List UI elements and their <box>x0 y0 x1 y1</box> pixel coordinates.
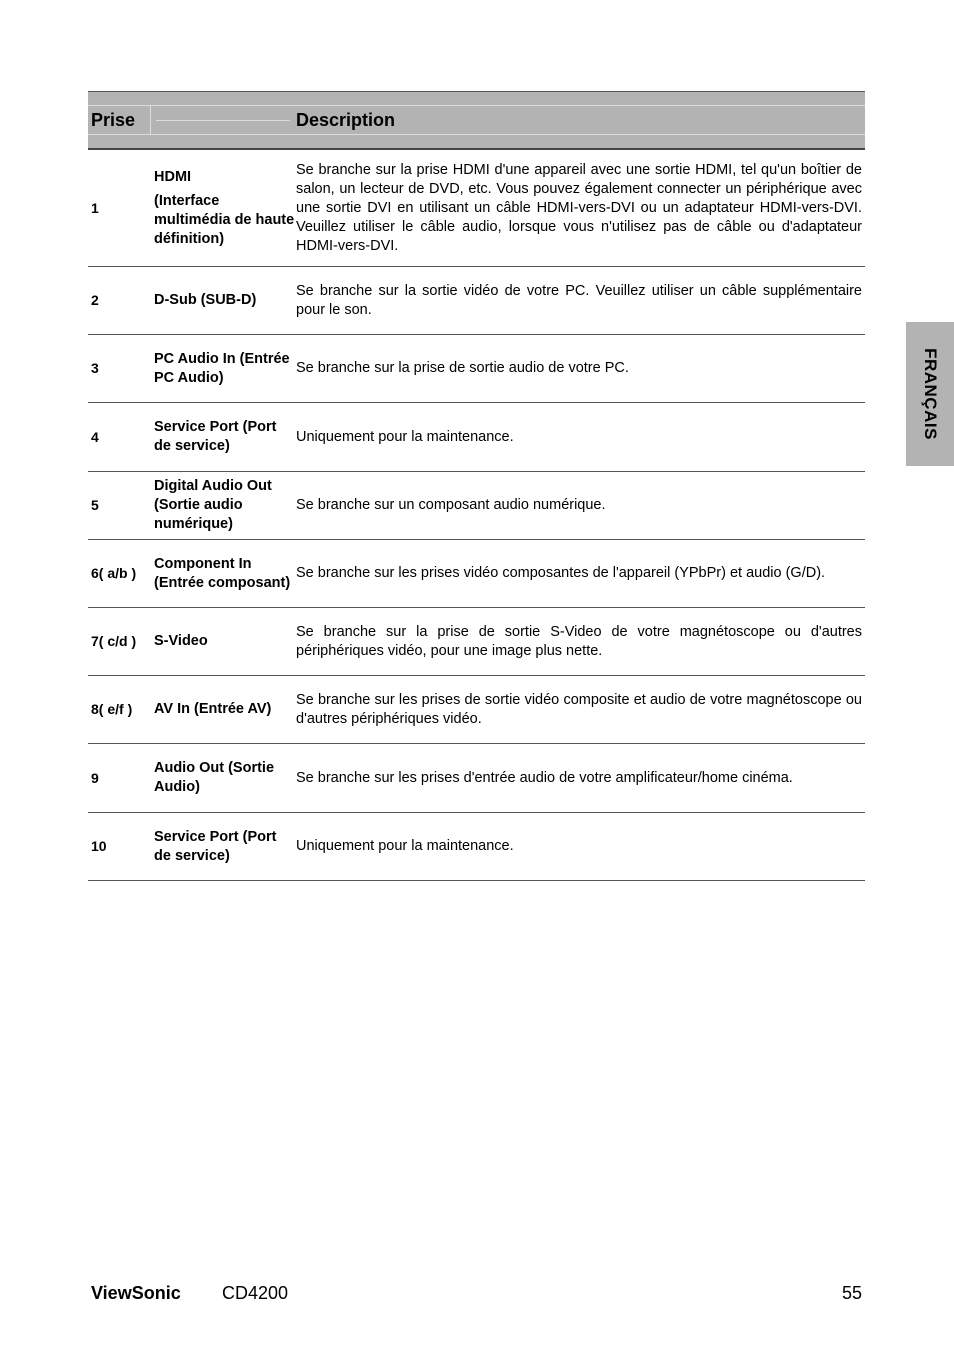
row-number: 6( a/b ) <box>91 565 137 581</box>
row-number: 8( e/f ) <box>91 701 133 717</box>
language-tab <box>906 322 954 466</box>
connector-table <box>88 91 865 881</box>
table-row <box>88 744 865 813</box>
row-connector: Service Port (Port de service) <box>154 828 277 864</box>
row-description: Se branche sur la prise de sortie S-Video de votre magnétoscope ou d'autres périphériques vidéo, pour une image plus nette. <box>296 623 862 659</box>
row-description: Uniquement pour la maintenance. <box>296 428 514 445</box>
row-description: Se branche sur un composant audio numérique. <box>296 497 606 513</box>
table-header <box>88 92 865 150</box>
footer-brand: ViewSonic <box>91 1283 181 1303</box>
row-number: 10 <box>91 838 107 854</box>
table-row <box>88 608 865 676</box>
row-description: Uniquement pour la maintenance. <box>296 838 514 854</box>
row-connector: Audio Out (Sortie Audio) <box>154 760 275 795</box>
page-number: 55 <box>842 1283 863 1303</box>
table-row <box>88 472 865 540</box>
row-number: 4 <box>91 428 99 445</box>
row-description: Se branche sur les prises d'entrée audio de votre amplificateur/home cinéma. <box>296 769 793 786</box>
table-row <box>88 335 865 403</box>
row-description: Se branche sur la sortie vidéo de votre PC. Veuillez utiliser un câble supplémentaire pour le son. <box>296 282 862 318</box>
row-connector: PC Audio In (Entrée PC Audio) <box>154 350 290 386</box>
row-connector: Digital Audio Out (Sortie audio numérique) <box>154 478 272 532</box>
row-connector <box>154 168 295 249</box>
table-row <box>88 676 865 744</box>
row-connector: Component In (Entrée composant) <box>154 555 291 591</box>
row-description: Se branche sur la prise de sortie audio de votre PC. <box>296 360 629 376</box>
row-number: 1 <box>91 199 99 216</box>
table-row <box>88 403 865 472</box>
row-number: 7( c/d ) <box>91 633 137 649</box>
row-connector-subtitle: (Interface multimédia de haute définition) <box>154 192 295 247</box>
row-number: 5 <box>91 497 99 513</box>
row-description: Se branche sur les prises vidéo composantes de l'appareil (YPbPr) et audio (G/D). <box>296 565 826 581</box>
row-connector: S-Video <box>154 633 208 649</box>
row-number: 2 <box>91 292 99 308</box>
row-description: Se branche sur les prises de sortie vidéo composite et audio de votre magnétoscope ou d'autres périphériques vidéo. <box>296 691 862 727</box>
table-row <box>88 150 865 267</box>
row-connector-title: HDMI <box>154 168 192 185</box>
table-row <box>88 267 865 335</box>
header-prise: Prise <box>91 110 136 130</box>
footer-model: CD4200 <box>222 1283 289 1303</box>
table-row <box>88 813 865 881</box>
language-tab-label: FRANÇAIS <box>921 348 940 440</box>
row-connector: Service Port (Port de service) <box>154 419 277 454</box>
row-connector: D-Sub (SUB-D) <box>154 292 257 308</box>
row-number: 3 <box>91 360 99 376</box>
row-number: 9 <box>91 769 99 786</box>
row-description: Se branche sur la prise HDMI d'une appareil avec une sortie HDMI, tel qu'un boîtier de salon, un lecteur de DVD, etc. Vous pouvez également connecter un périphérique avec une sortie DVI en utilisant un câble HDMI-vers-DVI ou un adaptateur HDMI-vers-DVI. Veuillez utiliser le câble audio, lorsque vous n'utilisez pas de câble ou d'adaptateur HDMI-vers-DVI. <box>296 161 862 254</box>
header-description: Description <box>296 110 396 130</box>
row-connector: AV In (Entrée AV) <box>154 701 272 717</box>
table-row <box>88 540 865 608</box>
